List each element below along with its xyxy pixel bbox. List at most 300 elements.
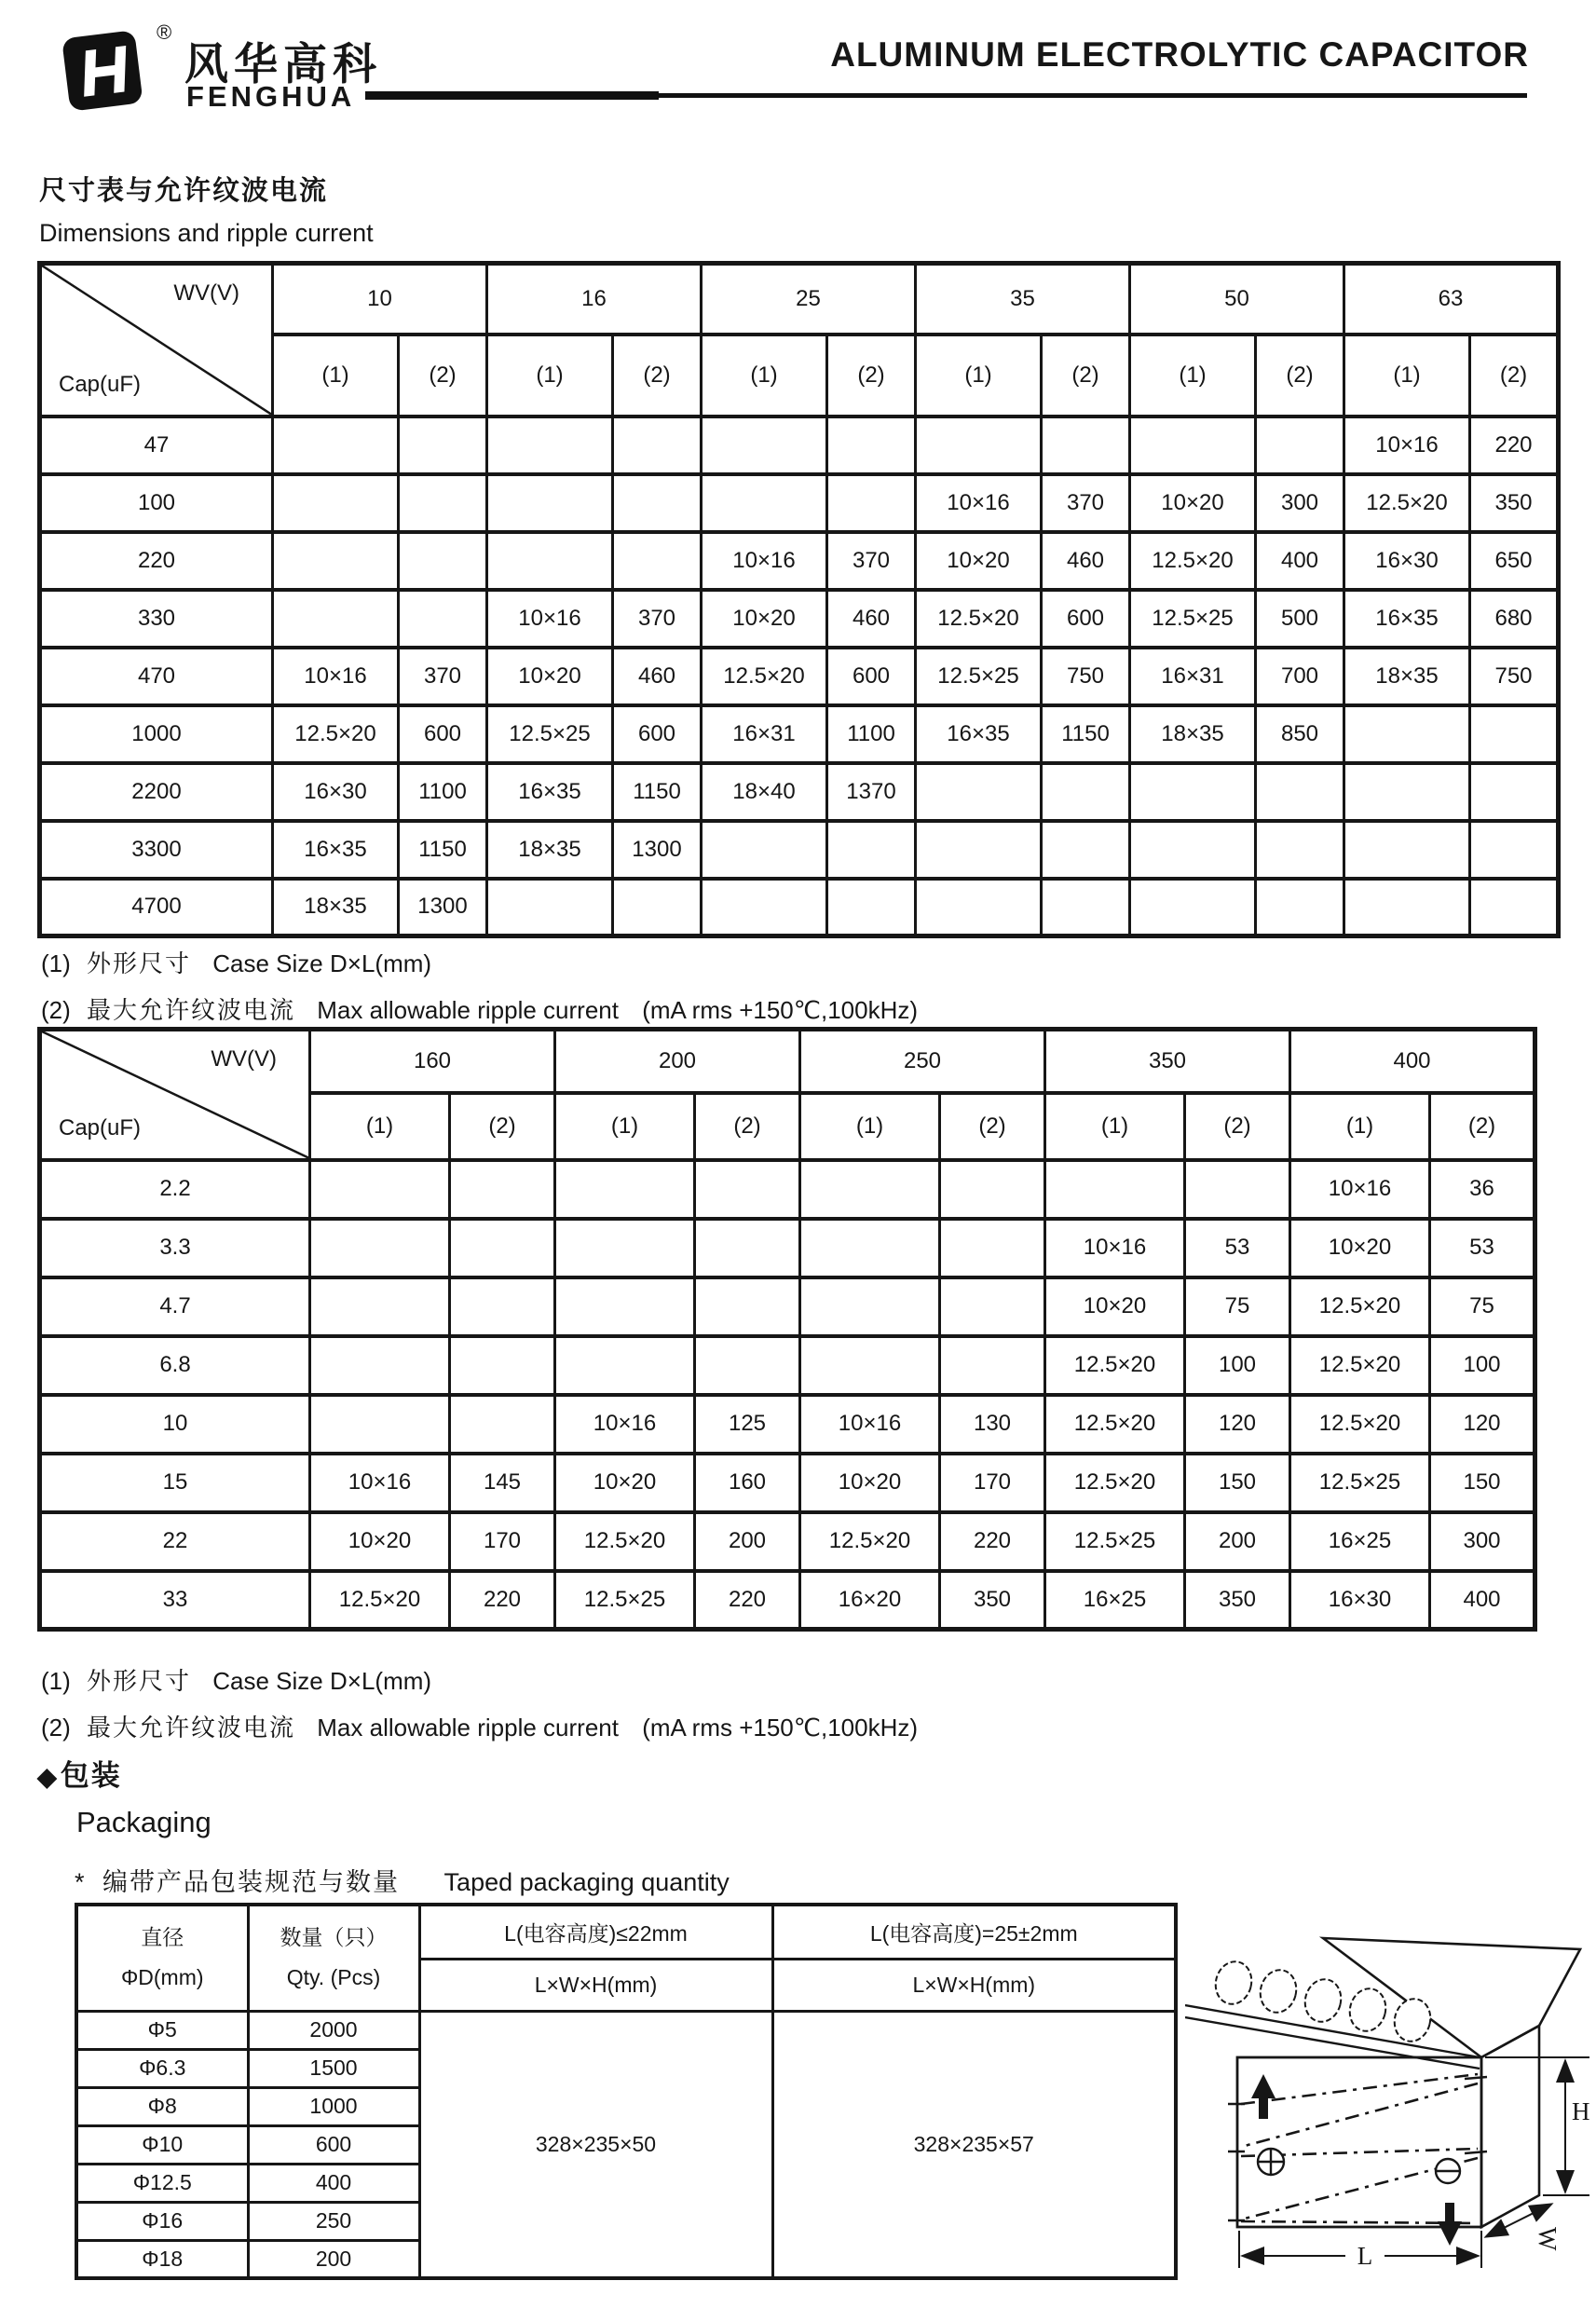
case-size-cell: 16×20 [800,1571,940,1630]
capacitance-value: 470 [40,648,273,705]
ripple-current-cell: 460 [1042,532,1130,590]
footnote-chinese: 最大允许纹波电流 [87,996,296,1024]
ripple-current-cell [940,1277,1045,1336]
case-size-cell: 12.5×25 [1130,590,1256,648]
taped-packaging-subheading [75,1862,730,1898]
case-size-cell: 12.5×25 [487,705,613,763]
ripple-current-cell: 200 [1185,1512,1290,1571]
voltage-header-cell: 160 [310,1030,555,1093]
ripple-current-subheader: (2) [613,335,702,417]
diameter-header-english: ΦD(mm) [120,1965,204,1990]
capacitance-value: 330 [40,590,273,648]
case-size-cell [916,879,1042,936]
ripple-current-cell: 160 [695,1454,800,1512]
quantity-value: 1000 [248,2087,419,2125]
case-size-subheader: (1) [310,1093,450,1160]
ripple-current-cell: 680 [1470,590,1559,648]
case-size-subheader: (1) [555,1093,695,1160]
case-size-cell: 12.5×20 [555,1512,695,1571]
case-size-cell: 12.5×20 [1290,1336,1430,1395]
ripple-current-cell [1042,879,1130,936]
case-size-cell: 10×16 [702,532,827,590]
capacitance-value: 22 [40,1512,310,1571]
ripple-current-subheader: (2) [940,1093,1045,1160]
subheading-english: Taped packaging quantity [443,1868,730,1896]
header-divider-thin-segment [659,93,1527,98]
ripple-current-cell: 1300 [613,821,702,879]
capacitance-row [40,648,1559,705]
ripple-current-cell [940,1336,1045,1395]
case-size-subheader: (1) [1344,335,1470,417]
case-size-cell [310,1336,450,1395]
case-size-cell: 10×20 [1290,1219,1430,1277]
ripple-current-cell: 120 [1185,1395,1290,1454]
ripple-current-cell [1042,821,1130,879]
case-size-cell [800,1160,940,1219]
capacitance-value: 2200 [40,763,273,821]
footnote-condition: (mA rms +150℃,100kHz) [642,1714,919,1742]
ripple-current-cell: 170 [940,1454,1045,1512]
case-size-cell: 10×20 [310,1512,450,1571]
capacitance-value: 6.8 [40,1336,310,1395]
case-size-cell [273,590,399,648]
capacitance-row [40,474,1559,532]
case-size-subheader: (1) [800,1093,940,1160]
ripple-current-subheader: (2) [827,335,916,417]
case-size-cell: 18×35 [1344,648,1470,705]
case-size-cell: 12.5×20 [702,648,827,705]
low-voltage-table-container [37,261,1561,938]
ripple-current-cell: 460 [827,590,916,648]
ripple-current-subheader: (2) [1470,335,1559,417]
ripple-current-cell: 650 [1470,532,1559,590]
ripple-current-cell [1256,763,1344,821]
case-size-cell: 16×25 [1045,1571,1185,1630]
ripple-current-cell: 500 [1256,590,1344,648]
ripple-current-cell: 600 [827,648,916,705]
case-size-cell: 16×30 [1344,532,1470,590]
fenghua-logo-icon [52,26,151,116]
ripple-current-cell: 53 [1185,1219,1290,1277]
case-size-cell: 10×20 [1045,1277,1185,1336]
case-size-cell [487,532,613,590]
case-size-cell [555,1277,695,1336]
positive-polarity-icon [1258,2149,1284,2175]
case-size-cell: 10×16 [1045,1219,1185,1277]
quantity-value: 2000 [248,2011,419,2049]
case-size-cell: 16×31 [1130,648,1256,705]
ripple-current-cell [399,417,487,474]
footnote-english: Max allowable ripple current [317,1714,619,1742]
quantity-value: 1500 [248,2049,419,2087]
capacitance-value: 33 [40,1571,310,1630]
case-size-cell [800,1219,940,1277]
capacitance-row [40,590,1559,648]
ripple-current-cell: 220 [695,1571,800,1630]
ripple-current-cell: 600 [613,705,702,763]
height-under-22mm-header: L(电容高度)≤22mm [419,1905,772,1959]
ripple-current-cell [399,532,487,590]
footnote-chinese: 外形尺寸 [87,1667,192,1695]
case-size-cell: 10×20 [555,1454,695,1512]
ripple-current-cell [1470,763,1559,821]
ripple-current-cell: 750 [1470,648,1559,705]
ripple-current-cell [450,1219,555,1277]
ripple-current-cell [613,474,702,532]
high-voltage-table-container [37,1027,1537,1632]
box-front-face [1237,2057,1481,2227]
footnote-marker: (1) [41,949,71,977]
quantity-header-chinese: 数量（只） [280,1925,388,1950]
ripple-current-cell [1256,879,1344,936]
case-size-cell: 12.5×25 [916,648,1042,705]
case-size-cell [555,1336,695,1395]
ripple-current-cell: 220 [940,1512,1045,1571]
registered-trademark-symbol: ® [157,20,172,44]
brand-name-english: FENGHUA [186,80,356,113]
case-size-cell: 18×35 [487,821,613,879]
capacitance-value: 3.3 [40,1219,310,1277]
voltage-header-row [40,264,1559,335]
ripple-current-cell [695,1160,800,1219]
diameter-value: Φ8 [76,2087,248,2125]
case-size-cell [916,763,1042,821]
case-size-subheader: (1) [1130,335,1256,417]
case-size-cell: 12.5×20 [1290,1395,1430,1454]
packaging-row [76,2011,1176,2049]
voltage-header-cell: 250 [800,1030,1045,1093]
ripple-current-cell: 350 [1185,1571,1290,1630]
case-size-cell [1344,879,1470,936]
ripple-current-cell: 750 [1042,648,1130,705]
footnote-marker: (2) [41,996,71,1024]
case-size-cell: 12.5×20 [1344,474,1470,532]
ripple-current-cell: 75 [1185,1277,1290,1336]
case-size-cell: 16×35 [273,821,399,879]
corner-wv-label: WV(V) [211,1046,277,1072]
ripple-current-cell: 370 [827,532,916,590]
case-size-cell: 12.5×20 [800,1512,940,1571]
ripple-current-subheader: (2) [1185,1093,1290,1160]
ripple-current-cell [1470,879,1559,936]
footnote-case-size [41,1662,918,1697]
case-size-cell: 10×16 [1290,1160,1430,1219]
case-size-cell: 12.5×25 [1045,1512,1185,1571]
case-size-cell [555,1160,695,1219]
table-corner-cell [40,1030,310,1160]
ripple-current-cell: 350 [940,1571,1045,1630]
table-corner-cell [40,264,273,417]
folded-tape-zigzag [1241,2074,1478,2223]
case-size-cell [1344,705,1470,763]
packaging-heading-chinese [37,1752,122,1794]
case-size-cell [702,474,827,532]
ripple-current-cell [695,1219,800,1277]
case-size-cell: 12.5×20 [1045,1454,1185,1512]
quantity-header-english: Qty. (Pcs) [286,1965,381,1990]
voltage-header-cell: 50 [1130,264,1344,335]
ripple-current-cell: 850 [1256,705,1344,763]
negative-polarity-icon [1436,2159,1460,2183]
capacitance-value: 2.2 [40,1160,310,1219]
capacitance-value: 10 [40,1395,310,1454]
case-size-cell: 10×16 [800,1395,940,1454]
voltage-header-cell: 400 [1290,1030,1535,1093]
ripple-current-cell [827,821,916,879]
case-size-cell [487,474,613,532]
ripple-current-cell: 600 [399,705,487,763]
capacitance-row [40,1160,1535,1219]
diamond-bullet-icon: ◆ [37,1763,59,1791]
ripple-current-cell [613,417,702,474]
ripple-current-subheader: (2) [1430,1093,1535,1160]
ripple-current-cell: 170 [450,1512,555,1571]
packaging-header-row-1 [76,1905,1176,1959]
ripple-current-cell: 1150 [399,821,487,879]
ripple-current-cell [940,1219,1045,1277]
quantity-value: 400 [248,2164,419,2202]
high-voltage-dimension-table [37,1027,1537,1632]
ripple-current-cell [695,1336,800,1395]
ripple-current-cell: 100 [1185,1336,1290,1395]
voltage-header-cell: 25 [702,264,916,335]
ripple-current-cell: 120 [1430,1395,1535,1454]
capacitance-value: 220 [40,532,273,590]
ripple-current-cell: 145 [450,1454,555,1512]
capacitance-row [40,532,1559,590]
voltage-header-row [40,1030,1535,1093]
ripple-current-cell [399,474,487,532]
low-voltage-dimension-table [37,261,1561,938]
quantity-value: 250 [248,2202,419,2240]
capacitance-row [40,821,1559,879]
ripple-current-cell [613,879,702,936]
ripple-current-cell: 370 [1042,474,1130,532]
ripple-current-cell: 1370 [827,763,916,821]
section-heading-chinese: 尺寸表与允许纹波电流 [39,176,329,206]
case-size-cell: 16×35 [1344,590,1470,648]
ripple-current-cell [695,1277,800,1336]
ripple-current-subheader: (2) [399,335,487,417]
ripple-current-cell [1256,417,1344,474]
ripple-current-cell: 150 [1430,1454,1535,1512]
case-size-cell [1130,879,1256,936]
corner-wv-label: WV(V) [173,280,239,306]
capacitance-row [40,705,1559,763]
table1-footnotes [41,945,918,1038]
footnote-english: Max allowable ripple current [317,996,619,1024]
footnote-english: Case Size D×L(mm) [212,1667,432,1695]
case-size-cell: 16×25 [1290,1512,1430,1571]
height-dimension-label: H [1572,2097,1590,2125]
ripple-current-cell: 100 [1430,1336,1535,1395]
ripple-current-subheader: (2) [695,1093,800,1160]
footnote-chinese: 最大允许纹波电流 [87,1714,296,1742]
case-size-cell: 16×35 [487,763,613,821]
ripple-current-subheader: (2) [1256,335,1344,417]
width-dimension-label: W [1534,2227,1562,2251]
capacitance-value: 4700 [40,879,273,936]
diameter-value: Φ10 [76,2125,248,2164]
case-size-cell: 10×20 [916,532,1042,590]
capacitance-row [40,417,1559,474]
case-size-cell: 10×16 [487,590,613,648]
ripple-current-cell [450,1336,555,1395]
voltage-header-cell: 63 [1344,264,1559,335]
taped-packaging-table [75,1903,1178,2280]
ripple-current-cell: 36 [1430,1160,1535,1219]
quantity-value: 600 [248,2125,419,2164]
case-size-cell: 10×16 [1344,417,1470,474]
case-size-cell [273,532,399,590]
ripple-current-subheader: (2) [450,1093,555,1160]
case-size-subheader: (1) [916,335,1042,417]
capacitance-row [40,1395,1535,1454]
table2-footnotes [41,1662,918,1755]
case-size-cell [702,417,827,474]
case-size-cell [1130,763,1256,821]
footnote-ripple-current [41,1709,918,1743]
case-size-cell [1344,763,1470,821]
ripple-current-cell: 400 [1430,1571,1535,1630]
diameter-column-header [76,1905,248,2011]
case-size-cell: 12.5×20 [1290,1277,1430,1336]
case-size-cell [800,1336,940,1395]
case-size-cell [1130,417,1256,474]
capacitance-row [40,1571,1535,1630]
box-size-h25-value: 328×235×57 [772,2011,1176,2278]
packaging-box-diagram [1185,1927,1595,2300]
case-size-cell [555,1219,695,1277]
diameter-value: Φ5 [76,2011,248,2049]
case-size-cell: 12.5×20 [916,590,1042,648]
ripple-current-cell: 220 [1470,417,1559,474]
height-25mm-header: L(电容高度)=25±2mm [772,1905,1176,1959]
ripple-current-cell: 150 [1185,1454,1290,1512]
case-size-cell [1130,821,1256,879]
diameter-header-chinese: 直径 [141,1925,184,1950]
ripple-current-cell: 1300 [399,879,487,936]
header-divider [365,91,1527,100]
ripple-current-subheader: (2) [1042,335,1130,417]
case-size-cell: 12.5×20 [1130,532,1256,590]
capacitance-row [40,879,1559,936]
voltage-header-cell: 35 [916,264,1130,335]
corner-cap-label: Cap(uF) [59,1114,142,1141]
diameter-value: Φ12.5 [76,2164,248,2202]
case-size-cell: 12.5×20 [310,1571,450,1630]
quantity-column-header [248,1905,419,2011]
width-dimension [1487,2205,1562,2251]
ripple-current-cell: 400 [1256,532,1344,590]
capacitance-value: 15 [40,1454,310,1512]
footnote-marker: (2) [41,1714,71,1742]
diameter-value: Φ16 [76,2202,248,2240]
ripple-current-cell: 370 [399,648,487,705]
capacitance-row [40,1454,1535,1512]
diameter-value: Φ18 [76,2240,248,2278]
case-size-cell [310,1395,450,1454]
ripple-current-cell [1256,821,1344,879]
ripple-current-cell [827,417,916,474]
case-size-cell: 12.5×20 [273,705,399,763]
footnote-english: Case Size D×L(mm) [212,949,432,977]
capacitance-value: 4.7 [40,1277,310,1336]
case-size-cell: 18×40 [702,763,827,821]
case-size-cell: 16×31 [702,705,827,763]
voltage-header-cell: 16 [487,264,702,335]
corner-cap-label: Cap(uF) [59,371,142,397]
ripple-current-cell: 370 [613,590,702,648]
ripple-current-cell: 75 [1430,1277,1535,1336]
ripple-current-cell [450,1160,555,1219]
ripple-current-cell: 1100 [827,705,916,763]
case-size-cell: 12.5×25 [1290,1454,1430,1512]
case-size-subheader: (1) [702,335,827,417]
footnote-case-size [41,945,918,979]
taped-capacitors [1211,1958,1435,2045]
box-size-h22-value: 328×235×50 [419,2011,772,2278]
tape-strip-bottom-edge [1185,2017,1480,2069]
case-size-cell [916,821,1042,879]
up-arrow-icon [1251,2074,1275,2119]
capacitance-row [40,763,1559,821]
ripple-current-cell: 1150 [613,763,702,821]
down-arrow-icon [1438,2203,1462,2246]
case-size-cell [273,474,399,532]
ripple-current-cell [450,1395,555,1454]
ripple-current-cell [827,879,916,936]
capacitance-row [40,1277,1535,1336]
ripple-current-cell: 125 [695,1395,800,1454]
section-heading-english: Dimensions and ripple current [39,219,374,247]
ripple-current-cell [1042,763,1130,821]
footnote-ripple-current [41,991,918,1026]
case-size-cell: 12.5×25 [555,1571,695,1630]
ripple-current-cell [1042,417,1130,474]
footnote-chinese: 外形尺寸 [87,949,192,977]
length-dimension [1239,2231,1481,2270]
lwh-label: L×W×H(mm) [772,1959,1176,2011]
packaging-heading-english: Packaging [76,1806,211,1838]
ripple-current-cell [827,474,916,532]
capacitance-row [40,1512,1535,1571]
case-size-cell [310,1277,450,1336]
case-size-cell: 10×20 [1130,474,1256,532]
ripple-current-cell [450,1277,555,1336]
case-size-cell: 16×35 [916,705,1042,763]
ripple-current-cell: 1150 [1042,705,1130,763]
ripple-current-cell: 700 [1256,648,1344,705]
capacitance-value: 1000 [40,705,273,763]
voltage-header-cell: 200 [555,1030,800,1093]
ripple-current-cell [613,532,702,590]
case-size-cell [310,1160,450,1219]
quantity-value: 200 [248,2240,419,2278]
case-size-cell [702,821,827,879]
case-size-cell [273,417,399,474]
ripple-current-cell: 1100 [399,763,487,821]
brand-name-chinese: 风华高科 [184,39,382,89]
length-dimension-label: L [1357,2242,1373,2270]
ripple-current-cell: 600 [1042,590,1130,648]
case-size-cell [702,879,827,936]
case-size-cell: 10×16 [555,1395,695,1454]
subheading-chinese: 编带产品包装规范与数量 [102,1868,401,1896]
ripple-current-cell: 460 [613,648,702,705]
ripple-current-cell [1470,821,1559,879]
case-size-cell: 10×16 [916,474,1042,532]
